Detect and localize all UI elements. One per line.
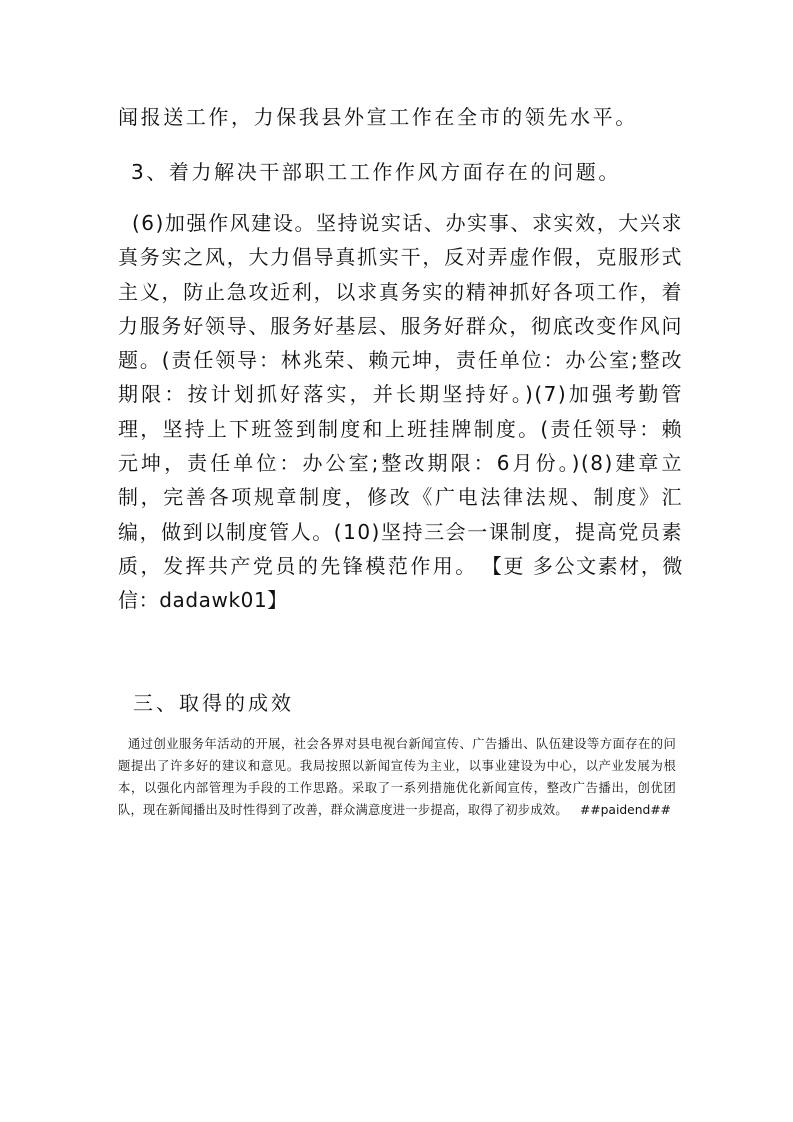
- results-paragraph: [118, 733, 676, 821]
- section-heading-3: 3、着力解决干部职工工作作风方面存在的问题。: [131, 160, 621, 184]
- section-heading-three: 三、取得的成效: [133, 691, 294, 715]
- work-style-text: (6)加强作风建设。坚持说实话、办实事、求实效，大兴求真务实之风，大力倡导真抓实干，反对弄虚作假，克服形式主义，防止急攻近利，以求真务实的精神抓好各项工作，着力服务好领导、服务好基层、服务好群众，彻底改变作风问题。(责任领导：林兆荣、赖元坤，责任单位：办公室;整改期限：按计划抓好落实，并长期坚持好。)(7)加强考勤管理，坚持上下班签到制度和上班挂牌制度。(责任领导：赖元坤，责任单位：办公室;整改期限：6月份。)(8)建章立制，完善各项规章制度，修改《广电法律法规、制度》汇编，做到以制度管人。(10)坚持三会一课制度，提高党员素质，发挥共产党员的先锋模范作用。: [118, 211, 683, 578]
- promo-text: 【更 多公文素材，微信：dadawk01】: [118, 553, 684, 613]
- results-text: 通过创业服务年活动的开展，社会各界对县电视台新闻宣传、广告播出、队伍建设等方面存在的问题提出了许多好的建议和意见。我局按照以新闻宣传为主业，以事业建设为中心，以产业发展为根本，以强化内部管理为手段的工作思路。采取了一系列措施优化新闻宣传，整改广告播出，创优团队，现在新闻播出及时性得到了改善，群众满意度进一步提高，取得了初步成效。: [118, 737, 676, 817]
- continuation-line: 闻报送工作，力保我县外宣工作在全市的领先水平。: [118, 105, 638, 129]
- work-style-paragraph: [118, 206, 683, 618]
- end-marker: ##paidend##: [580, 803, 671, 817]
